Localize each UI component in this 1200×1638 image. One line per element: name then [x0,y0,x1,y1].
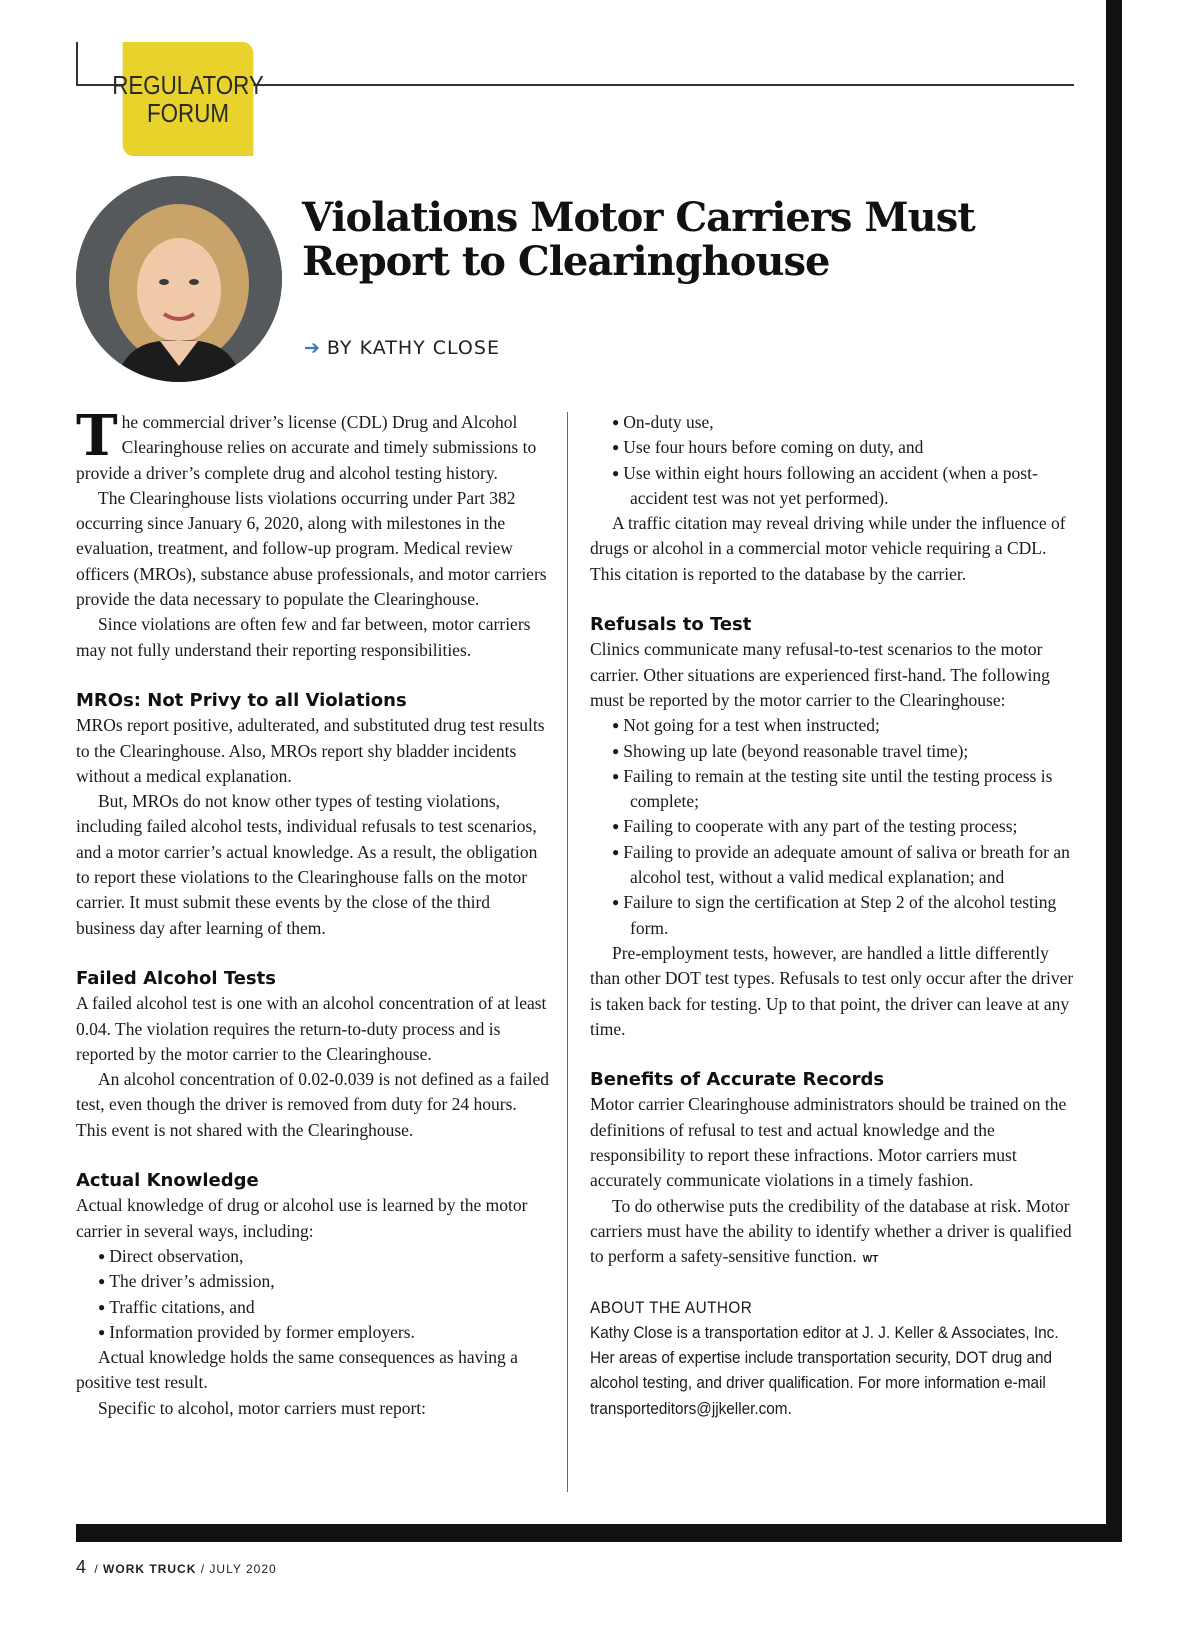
list-item: ● Traffic citations, and [76,1295,550,1320]
section-heading: MROs: Not Privy to all Violations [76,689,407,711]
article-title-line2: Report to Clearinghouse [302,238,830,285]
section-tag-line1: REGULATORY [112,70,264,100]
left-column [76,403,550,1421]
body-paragraph: Since violations are often few and far between, motor carriers may not fully understand their reporting responsibilities. [76,614,531,660]
drop-cap: T [76,403,118,469]
section-tag [112,42,264,156]
bullet-list [590,713,1074,941]
section-heading: Actual Knowledge [76,1170,259,1192]
byline [304,337,500,359]
end-mark: WT [862,1254,879,1266]
list-item: ● The driver’s admission, [76,1269,550,1294]
body-paragraph: A failed alcohol test is one with an alcohol concentration of at least 0.04. The violation requires the return-to-duty process and is reported by the motor carrier to the Clearinghouse. [76,993,547,1064]
section-tag-line2: FORUM [147,98,229,128]
body-paragraph: Pre-employment tests, however, are handled a little differently than other DOT test types. Refusals to test only occur after the driver is taken back for testing. Up to that point, the driver can leave at any time. [590,942,1074,1039]
page-number: 4 [76,1557,87,1577]
list-item: ● Failure to sign the certification at Step 2 of the alcohol testing form. [590,890,1074,941]
article-title-line1: Violations Motor Carriers Must [302,194,975,241]
list-item: ● Use within eight hours following an accident (when a post-accident test was not yet performed). [590,461,1074,512]
body-paragraph: But, MROs do not know other types of testing violations, including failed alcohol tests, individual refusals to test scenarios, and a motor carrier’s actual knowledge. As a result, the obligation to report these violations to the Clearinghouse falls on the motor carrier. It must submit these events by the close of the third business day after learning of them. [76,791,538,938]
list-item: ● Failing to cooperate with any part of the testing process; [590,814,1074,839]
body-paragraph: Actual knowledge holds the same consequences as having a positive test result. [76,1347,518,1393]
about-author-text: Kathy Close is a transportation editor at J. J. Keller & Associates, Inc. Her areas of expertise include transportation security, DOT drug and alcohol testing, and driver qualification. For more information e-mail transporteditors@jjkeller.com. [590,1322,1059,1418]
body-paragraph: A traffic citation may reveal driving while under the influence of drugs or alcohol in a commercial motor vehicle requiring a CDL. This citation is reported to the database by the carrier. [590,513,1066,584]
section-heading: Benefits of Accurate Records [590,1069,885,1091]
page-bottom-bar [76,1524,1122,1542]
body-paragraph: MROs report positive, adulterated, and substituted drug test results to the Clearinghouse. Also, MROs report shy bladder incidents without a medical explanation. [76,715,545,786]
bullet-list [76,1244,550,1345]
column-divider [567,412,568,1492]
list-item: ● Failing to provide an adequate amount of saliva or breath for an alcohol test, without a valid medical explanation; and [590,840,1074,891]
article-title [302,196,1062,284]
section-heading: Failed Alcohol Tests [76,967,276,989]
header-corner-rule [76,42,78,86]
footer-separator: / [200,1562,206,1576]
footer-separator: / [94,1562,99,1576]
about-author-heading: ABOUT THE AUTHOR [590,1297,753,1317]
list-item: ● Information provided by former employers. [76,1320,550,1345]
issue-date: JULY 2020 [209,1562,277,1576]
intro-paragraph: The commercial driver’s license (CDL) Drug and Alcohol Clearinghouse relies on accurate and timely submissions to provide a driver’s complete drug and alcohol testing history. [76,403,537,483]
author-photo [76,176,282,382]
list-item: ● On-duty use, [590,410,1074,435]
body-paragraph: To do otherwise puts the credibility of the database at risk. Motor carriers must have the ability to identify whether a driver is qualified to perform a safety-sensitive function. WT [590,1195,1072,1267]
page-footer [76,1557,277,1578]
body-paragraph: Clinics communicate many refusal-to-test scenarios to the motor carrier. Other situations are experienced first-hand. The following must be reported by the motor carrier to the Clearinghouse: [590,639,1050,710]
list-item: ● Use four hours before coming on duty, and [590,435,1074,460]
section-heading: Refusals to Test [590,614,752,636]
body-paragraph: An alcohol concentration of 0.02-0.039 is not defined as a failed test, even though the driver is removed from duty for 24 hours. This event is not shared with the Clearinghouse. [76,1069,549,1140]
bullet-list [590,410,1074,511]
byline-text: BY KATHY CLOSE [326,337,500,359]
body-paragraph: The Clearinghouse lists violations occurring under Part 382 occurring since January 6, 2020, along with milestones in the evaluation, treatment, and follow-up program. Medical review officers (MROs), substance abuse professionals, and motor carriers provide the data necessary to populate the Clearinghouse. [76,487,547,610]
publication-name: WORK TRUCK [103,1562,197,1576]
right-column [590,410,1074,1421]
list-item: ● Showing up late (beyond reasonable travel time); [590,739,1074,764]
list-item: ● Not going for a test when instructed; [590,713,1074,738]
list-item: ● Failing to remain at the testing site until the testing process is complete; [590,764,1074,815]
body-paragraph: Motor carrier Clearinghouse administrators should be trained on the definitions of refusal to test and actual knowledge and the responsibility to report these infractions. Motor carriers must accurately communicate violations in a timely fashion. [590,1094,1067,1191]
page-edge-bar [1106,0,1122,1542]
body-paragraph: Actual knowledge of drug or alcohol use is learned by the motor carrier in several ways, including: [76,1195,528,1241]
list-item: ● Direct observation, [76,1244,550,1269]
arrow-right-icon: ➔ [304,337,321,359]
body-paragraph: Specific to alcohol, motor carriers must report: [98,1397,427,1418]
author-portrait-icon [76,176,282,382]
